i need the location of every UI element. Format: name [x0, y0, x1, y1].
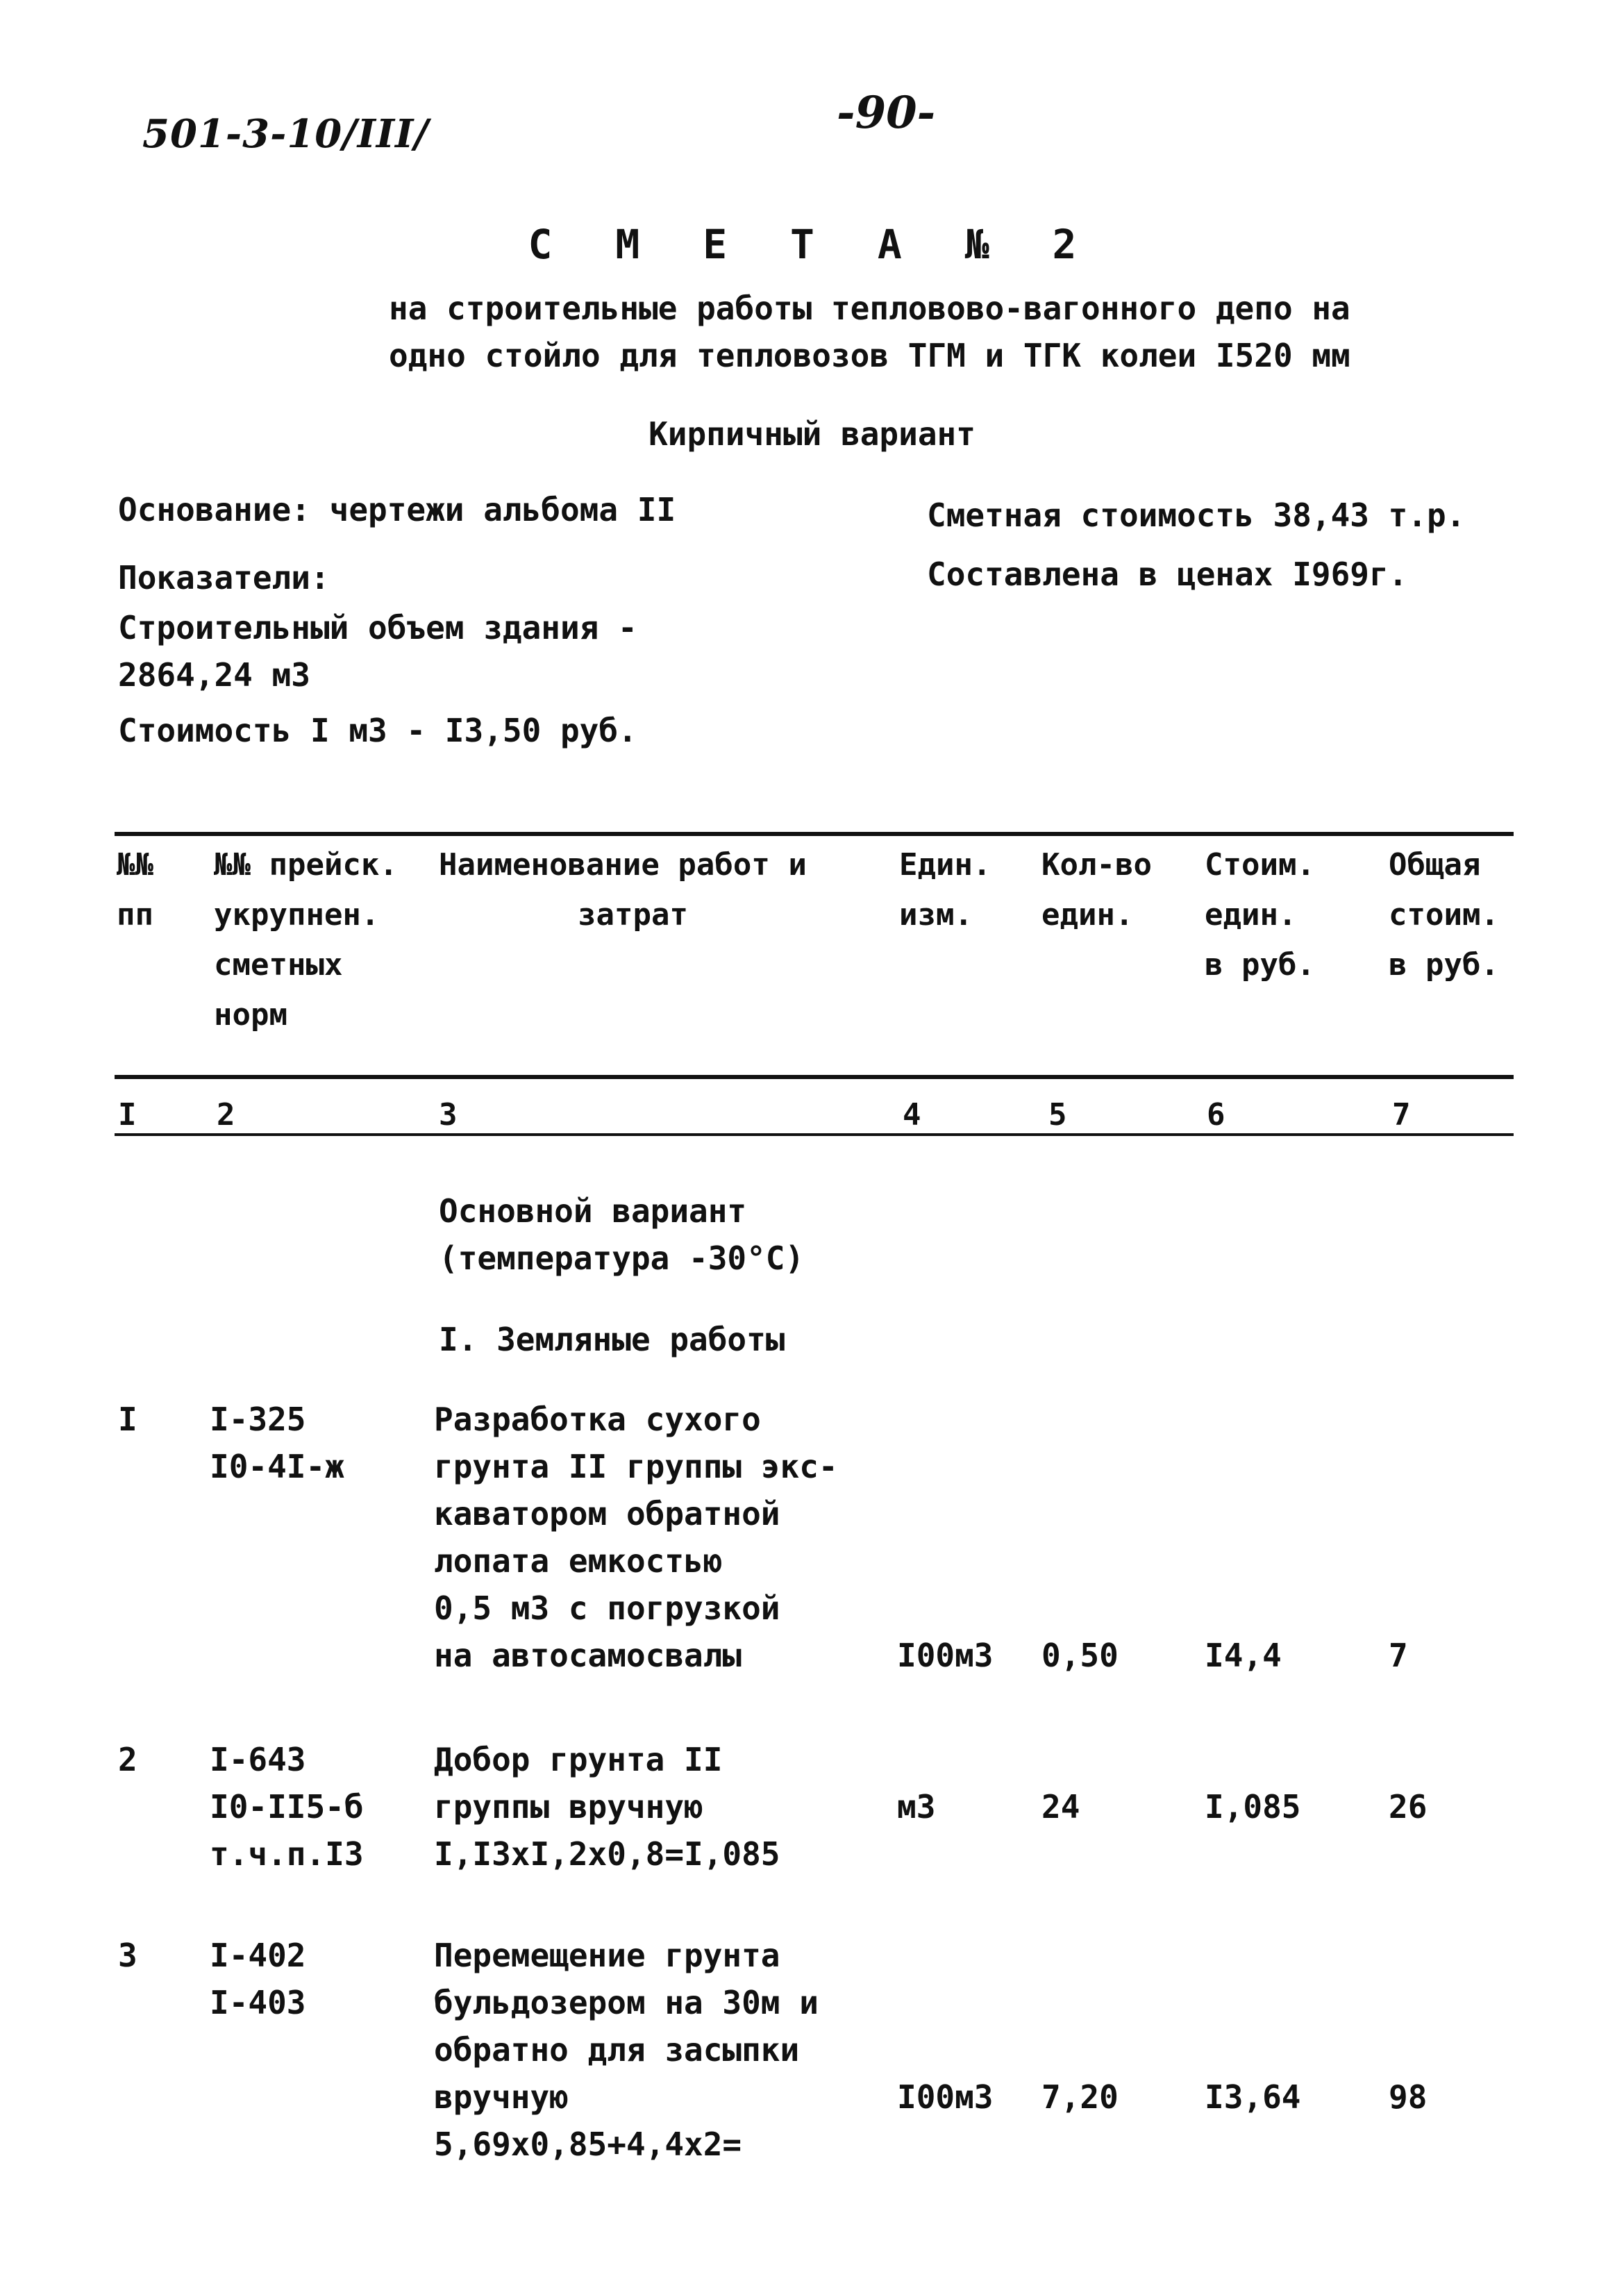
subtitle-line: на строительные работы тепловово-вагонного депо на: [389, 290, 1350, 327]
row-unit-cost: I3,64: [1205, 2078, 1301, 2116]
row-codes: [210, 1736, 364, 1878]
column-number: 7: [1392, 1097, 1411, 1133]
header-text: един.: [1205, 897, 1297, 933]
header-text: Стоим.: [1205, 847, 1315, 883]
header-text: Кол-во: [1041, 847, 1152, 883]
column-number: I: [118, 1097, 137, 1133]
header-text: норм: [214, 997, 287, 1033]
header-col-4: [899, 840, 991, 940]
row-qty: 7,20: [1041, 2078, 1119, 2116]
meta-left-block: [118, 486, 676, 699]
row-name: [434, 1736, 780, 1878]
row-name-line: группы вручную: [434, 1788, 703, 1826]
row-code: т.ч.п.I3: [210, 1835, 364, 1873]
row-unit: I00м3: [897, 1637, 994, 1674]
header-text: в руб.: [1389, 947, 1499, 983]
header-col-7: [1389, 840, 1499, 990]
row-name: [434, 1396, 838, 1679]
row-name-line: грунта II группы экс-: [434, 1448, 838, 1485]
volume-line: Строительный объем здания -: [118, 609, 637, 646]
row-name-line: Перемещение грунта: [434, 1937, 780, 1974]
row-code: I-403: [210, 1984, 306, 2021]
column-number: 3: [439, 1097, 458, 1133]
row-codes: [210, 1396, 344, 1490]
row-total: 98: [1389, 2078, 1428, 2116]
column-number: 6: [1207, 1097, 1225, 1133]
row-code: I-643: [210, 1741, 306, 1778]
estimated-cost: Сметная стоимость 38,43 т.р.: [927, 496, 1466, 534]
row-name-line: вручную: [434, 2078, 569, 2116]
header-col-5: [1041, 840, 1152, 940]
header-col-2: [214, 840, 398, 1040]
subtitle-line: одно стойло для тепловозов ТГМ и ТГК колеи I520 мм: [389, 337, 1350, 374]
row-qty: 0,50: [1041, 1637, 1119, 1674]
row-name-line: I,I3xI,2x0,8=I,085: [434, 1835, 780, 1873]
column-number-rule: [115, 1133, 1514, 1136]
row-codes: [210, 1932, 305, 2026]
row-name-line: 0,5 м3 с погрузкой: [434, 1589, 780, 1627]
prices-year: Составлена в ценах I969г.: [927, 556, 1408, 593]
row-unit: I00м3: [897, 2078, 994, 2116]
meta-right-block: [927, 486, 1465, 604]
row-name-line: обратно для засыпки: [434, 2031, 800, 2069]
row-code: I-325: [210, 1401, 306, 1438]
section-variant-line: Основной вариант: [439, 1192, 747, 1230]
row-total: 7: [1389, 1637, 1408, 1674]
variant-title: Кирпичный вариант: [648, 415, 976, 453]
cost-per-m3: Стоимость I м3 - I3,50 руб.: [118, 712, 637, 749]
row-name-line: лопата емкостью: [434, 1542, 723, 1580]
row-code: I0-II5-б: [210, 1788, 364, 1826]
table-top-rule: [115, 832, 1514, 836]
column-number: 4: [903, 1097, 921, 1133]
section-variant: [439, 1187, 804, 1282]
header-text: изм.: [899, 897, 973, 933]
row-unit-cost: I,085: [1205, 1788, 1301, 1826]
volume-value: 2864,24 м3: [118, 656, 310, 694]
header-text: Един.: [899, 847, 991, 883]
header-text: стоим.: [1389, 897, 1499, 933]
section-variant-line: (температура -30°С): [439, 1239, 805, 1277]
column-number: 5: [1048, 1097, 1067, 1133]
row-number: I: [118, 1401, 137, 1438]
row-name-line: Разработка сухого: [434, 1401, 761, 1438]
header-text: пп: [117, 897, 153, 933]
row-unit-cost: I4,4: [1205, 1637, 1282, 1674]
indicators-label: Показатели:: [118, 559, 330, 596]
row-name-line: на автосамосвалы: [434, 1637, 742, 1674]
row-total: 26: [1389, 1788, 1428, 1826]
header-text: №№ прейск.: [214, 847, 398, 883]
row-name-line: 5,69x0,85+4,4x2=: [434, 2126, 742, 2163]
row-name: [434, 1932, 819, 2168]
row-unit: м3: [897, 1788, 936, 1826]
row-number: 3: [118, 1937, 137, 1974]
header-text: Общая: [1389, 847, 1481, 883]
row-name-line: каватором обратной: [434, 1495, 780, 1533]
document-subtitle: [389, 285, 1350, 379]
page-number: -90-: [837, 87, 936, 139]
header-bottom-rule: [115, 1075, 1514, 1079]
section-title: I. Земляные работы: [439, 1321, 785, 1358]
header-text: затрат: [578, 897, 688, 933]
header-text: Наименование работ и: [439, 847, 807, 883]
document-code: 501-3-10/III/: [142, 111, 429, 157]
basis-line: Основание: чертежи альбома II: [118, 491, 676, 528]
header-text: укрупнен.: [214, 897, 380, 933]
column-number: 2: [217, 1097, 235, 1133]
header-text: №№: [117, 847, 153, 883]
row-number: 2: [118, 1741, 137, 1778]
document-title: С М Е Т А № 2: [528, 221, 1096, 268]
header-col-3: [439, 840, 807, 940]
header-text: сметных: [214, 947, 343, 983]
row-code: I0-4I-ж: [210, 1448, 344, 1485]
header-col-6: [1205, 840, 1315, 990]
row-name-line: бульдозером на 30м и: [434, 1984, 819, 2021]
header-col-1: [117, 840, 153, 940]
row-code: I-402: [210, 1937, 306, 1974]
row-name-line: Добор грунта II: [434, 1741, 723, 1778]
header-text: един.: [1041, 897, 1134, 933]
header-text: в руб.: [1205, 947, 1315, 983]
row-qty: 24: [1041, 1788, 1080, 1826]
